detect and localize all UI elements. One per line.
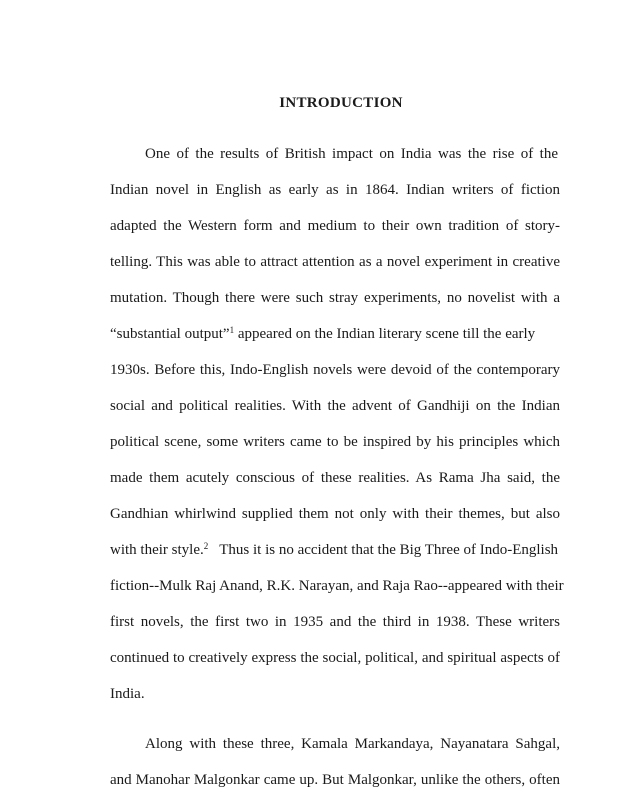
- text-line: first novels, the first two in 1935 and the third in 1938. These writers: [110, 614, 560, 630]
- footnote-ref: 2: [203, 541, 209, 551]
- text-line: telling. This was able to attract attention as a novel experiment in creative: [110, 254, 560, 270]
- text-fragment: appeared on the Indian literary scene till the early: [237, 326, 536, 342]
- text-line: One of the results of British impact on India was the rise of the: [145, 146, 558, 162]
- text-line: 1930s. Before this, Indo-English novels were devoid of the contemporary: [110, 362, 560, 378]
- text-line: fiction--Mulk Raj Anand, R.K. Narayan, and Raja Rao--appeared with their: [110, 578, 564, 594]
- text-fragment: with their style.: [110, 542, 204, 558]
- text-line: adapted the Western form and medium to their own tradition of story-: [110, 218, 560, 234]
- text-line-with-footnote: [110, 325, 560, 343]
- text-line: Along with these three, Kamala Markandaya, Nayanatara Sahgal,: [145, 736, 560, 752]
- page-title: INTRODUCTION: [279, 95, 403, 111]
- text-line: India.: [110, 686, 145, 702]
- text-line: political scene, some writers came to be inspired by his principles which: [110, 434, 560, 450]
- text-line: and Manohar Malgonkar came up. But Malgonkar, unlike the others, often: [110, 772, 560, 788]
- text-line: mutation. Though there were such stray experiments, no novelist with a: [110, 290, 560, 306]
- text-line: continued to creatively express the social, political, and spiritual aspects of: [110, 650, 560, 666]
- text-line-with-footnote: [110, 541, 560, 559]
- footnote-ref: 1: [229, 325, 235, 335]
- text-fragment: Thus it is no accident that the Big Three of Indo-English: [219, 542, 559, 558]
- text-line: Gandhian whirlwind supplied them not only with their themes, but also: [110, 506, 560, 522]
- text-line: made them acutely conscious of these realities. As Rama Jha said, the: [110, 470, 560, 486]
- quoted-phrase: “substantial output”: [110, 326, 230, 342]
- text-line: social and political realities. With the advent of Gandhiji on the Indian: [110, 398, 560, 414]
- text-line: Indian novel in English as early as in 1864. Indian writers of fiction: [110, 182, 560, 198]
